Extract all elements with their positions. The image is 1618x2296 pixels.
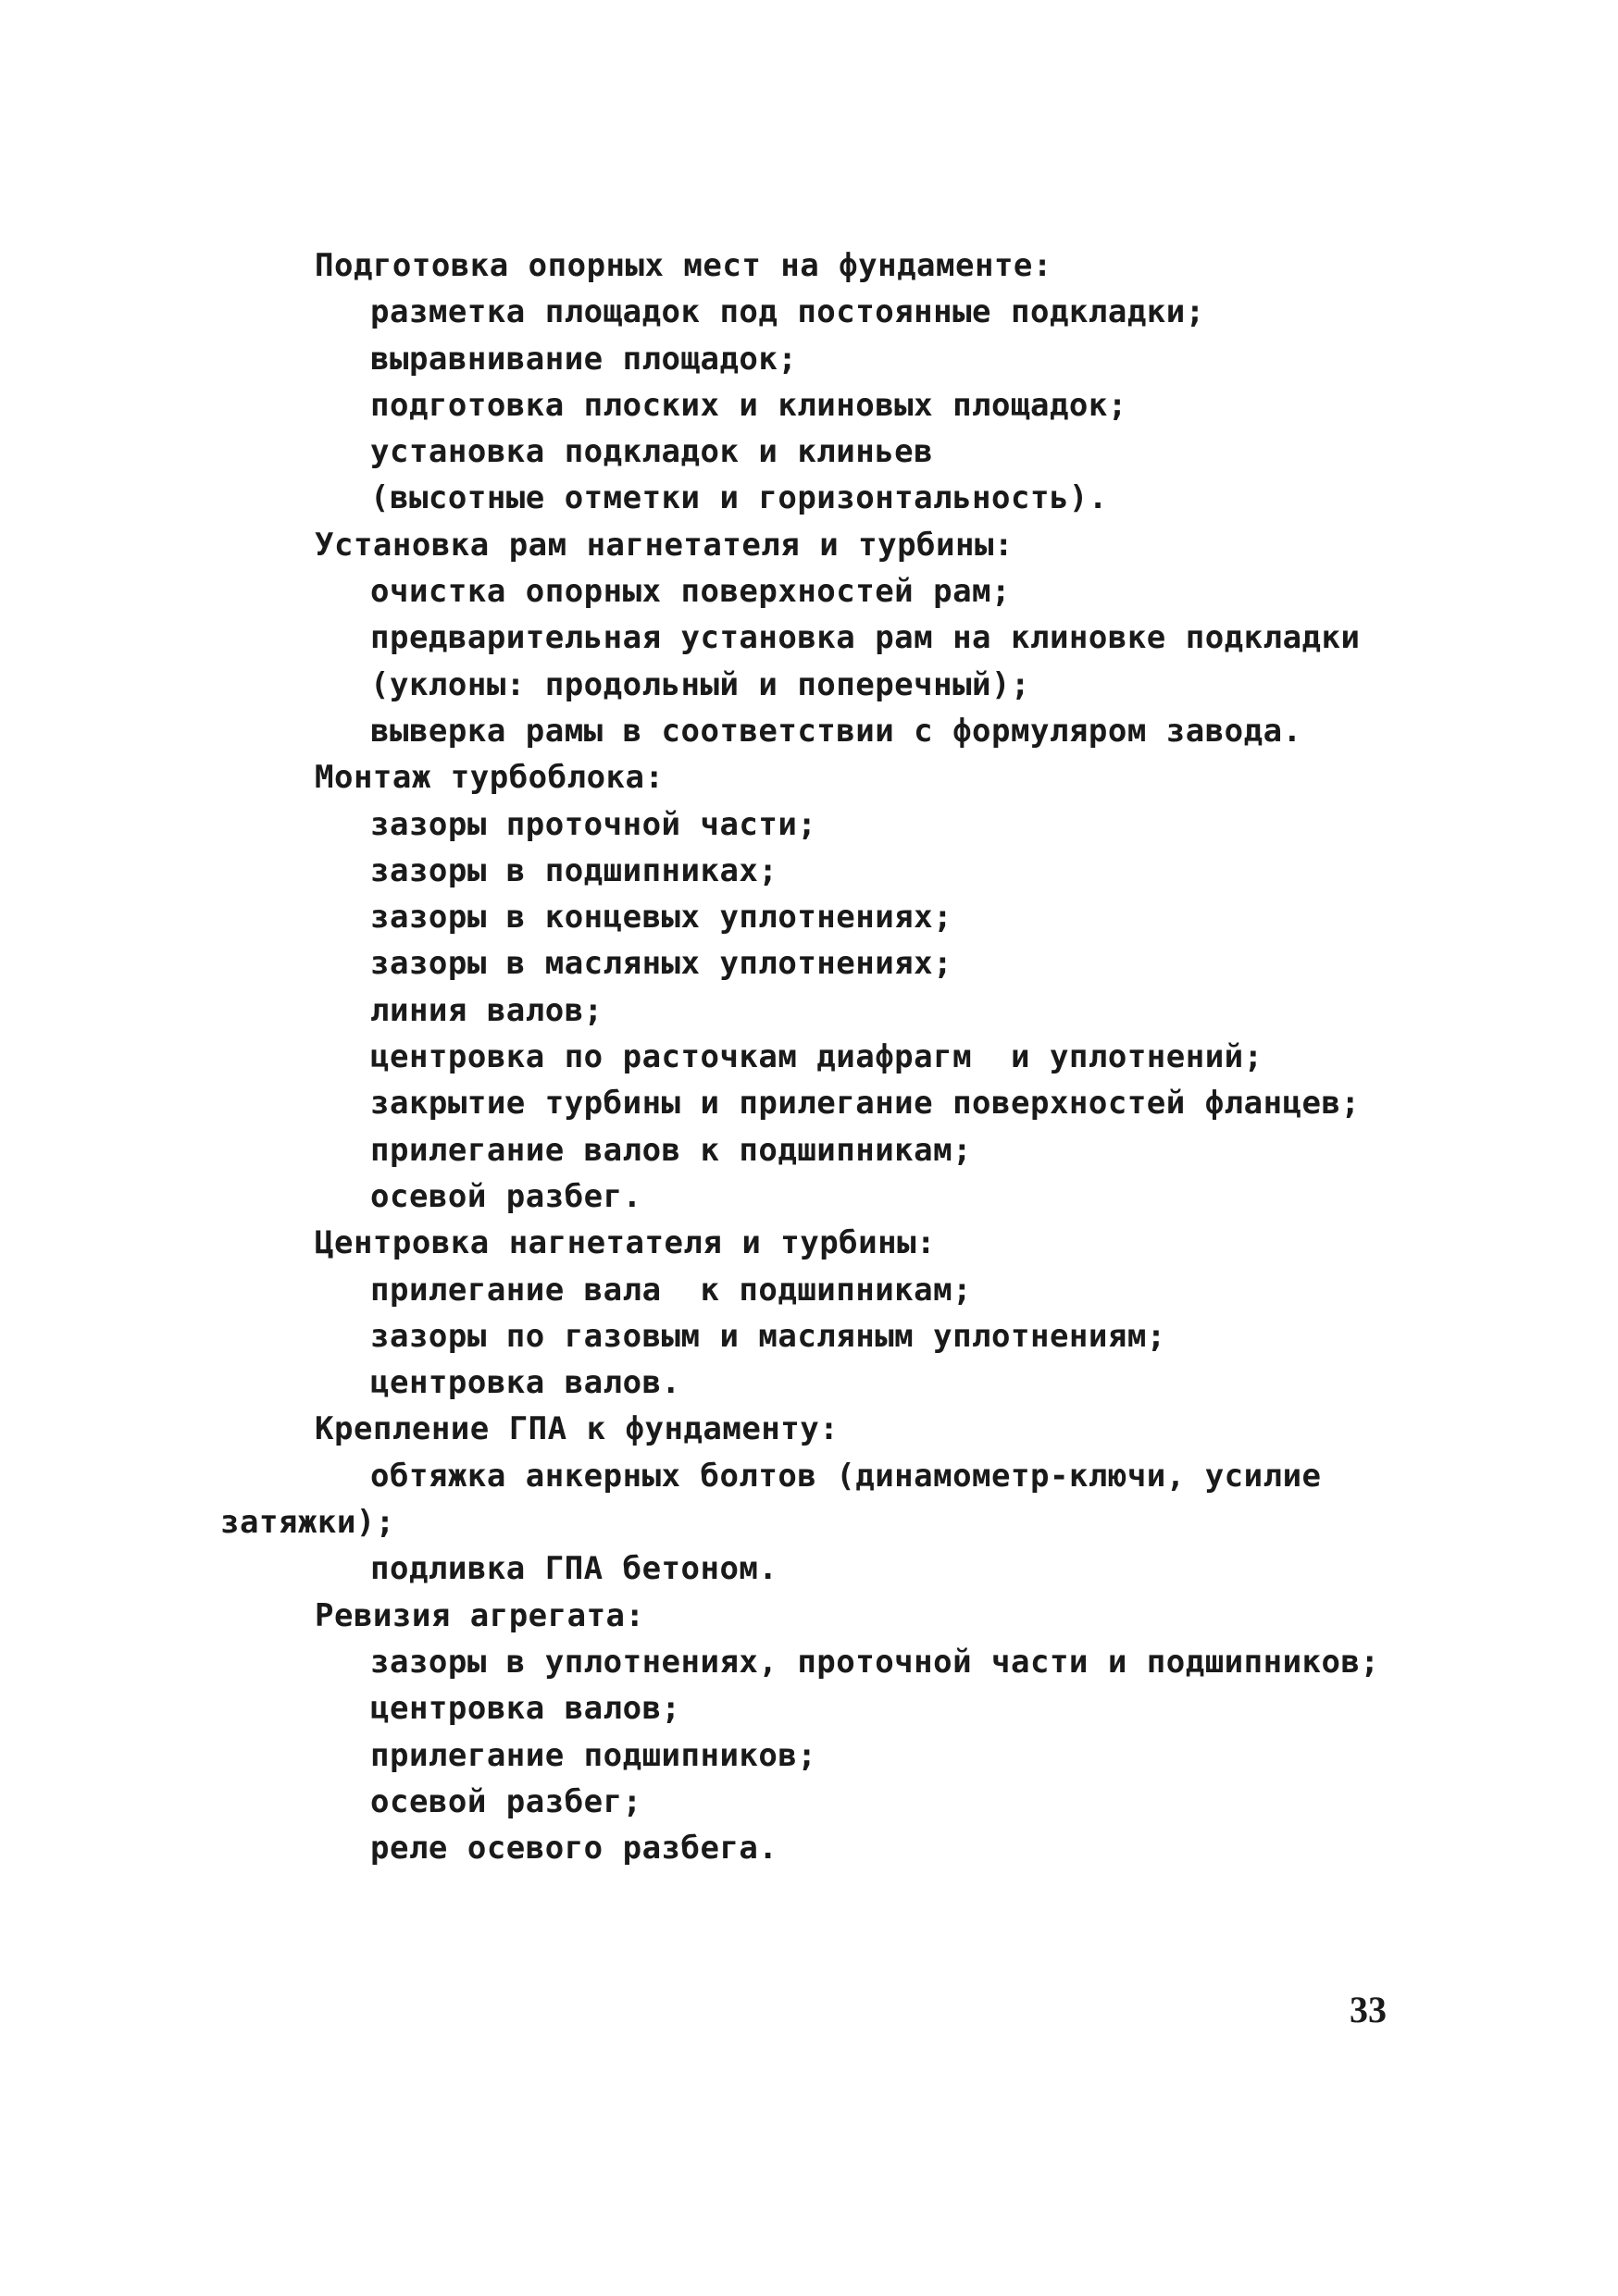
list-item: центровка валов;	[370, 1690, 681, 1728]
list-item: разметка площадок под постоянные подкладки;	[370, 293, 1205, 331]
list-item: обтяжка анкерных болтов (динамометр-ключи, усилие	[370, 1457, 1322, 1495]
list-item: линия валов;	[370, 991, 604, 1029]
list-item: осевой разбег.	[370, 1177, 642, 1215]
section-heading: Крепление ГПА к фундаменту:	[315, 1410, 840, 1448]
list-item: зазоры по газовым и масляным уплотнениям;	[370, 1317, 1166, 1355]
list-item: подливка ГПА бетоном.	[370, 1550, 778, 1588]
list-item: зазоры в концевых уплотнениях;	[370, 899, 953, 937]
section-heading: Подготовка опорных мест на фундаменте:	[315, 247, 1052, 284]
list-item: прилегание валов к подшипникам;	[370, 1131, 973, 1169]
list-item: закрытие турбины и прилегание поверхностей фланцев;	[370, 1085, 1361, 1123]
list-item: осевой разбег;	[370, 1782, 642, 1820]
section-heading: Монтаж турбоблока:	[315, 759, 665, 797]
page-number: 33	[1350, 1989, 1387, 2030]
list-item: зазоры в подшипниках;	[370, 851, 778, 889]
list-item: установка подкладок и клиньев	[370, 433, 934, 471]
list-item: затяжки);	[220, 1504, 395, 1542]
list-item: зазоры проточной части;	[370, 805, 817, 843]
list-item: центровка валов.	[370, 1364, 681, 1402]
list-item: (уклоны: продольный и поперечный);	[370, 665, 1030, 703]
list-item: прилегание вала к подшипникам;	[370, 1271, 973, 1309]
list-item: прилегание подшипников;	[370, 1736, 817, 1774]
list-item: зазоры в уплотнениях, проточной части и подшипников;	[370, 1643, 1380, 1681]
section-heading: Ревизия агрегата:	[315, 1596, 645, 1634]
list-item: реле осевого разбега.	[370, 1830, 778, 1868]
list-item: зазоры в масляных уплотнениях;	[370, 945, 953, 983]
list-item: (высотные отметки и горизонтальность).	[370, 479, 1108, 517]
document-body	[0, 242, 1618, 1871]
list-item: выверка рамы в соответствии с формуляром завода.	[370, 712, 1302, 750]
list-item: предварительная установка рам на клиновке подкладки	[370, 619, 1361, 657]
list-item: выравнивание площадок;	[370, 340, 798, 378]
list-item: очистка опорных поверхностей рам;	[370, 573, 1012, 611]
list-item: центровка по расточкам диафрагм и уплотнений;	[370, 1038, 1263, 1076]
section-heading: Центровка нагнетателя и турбины:	[315, 1224, 937, 1262]
list-item: подготовка плоских и клиновых площадок;	[370, 386, 1127, 424]
section-heading: Установка рам нагнетателя и турбины:	[315, 526, 1014, 564]
